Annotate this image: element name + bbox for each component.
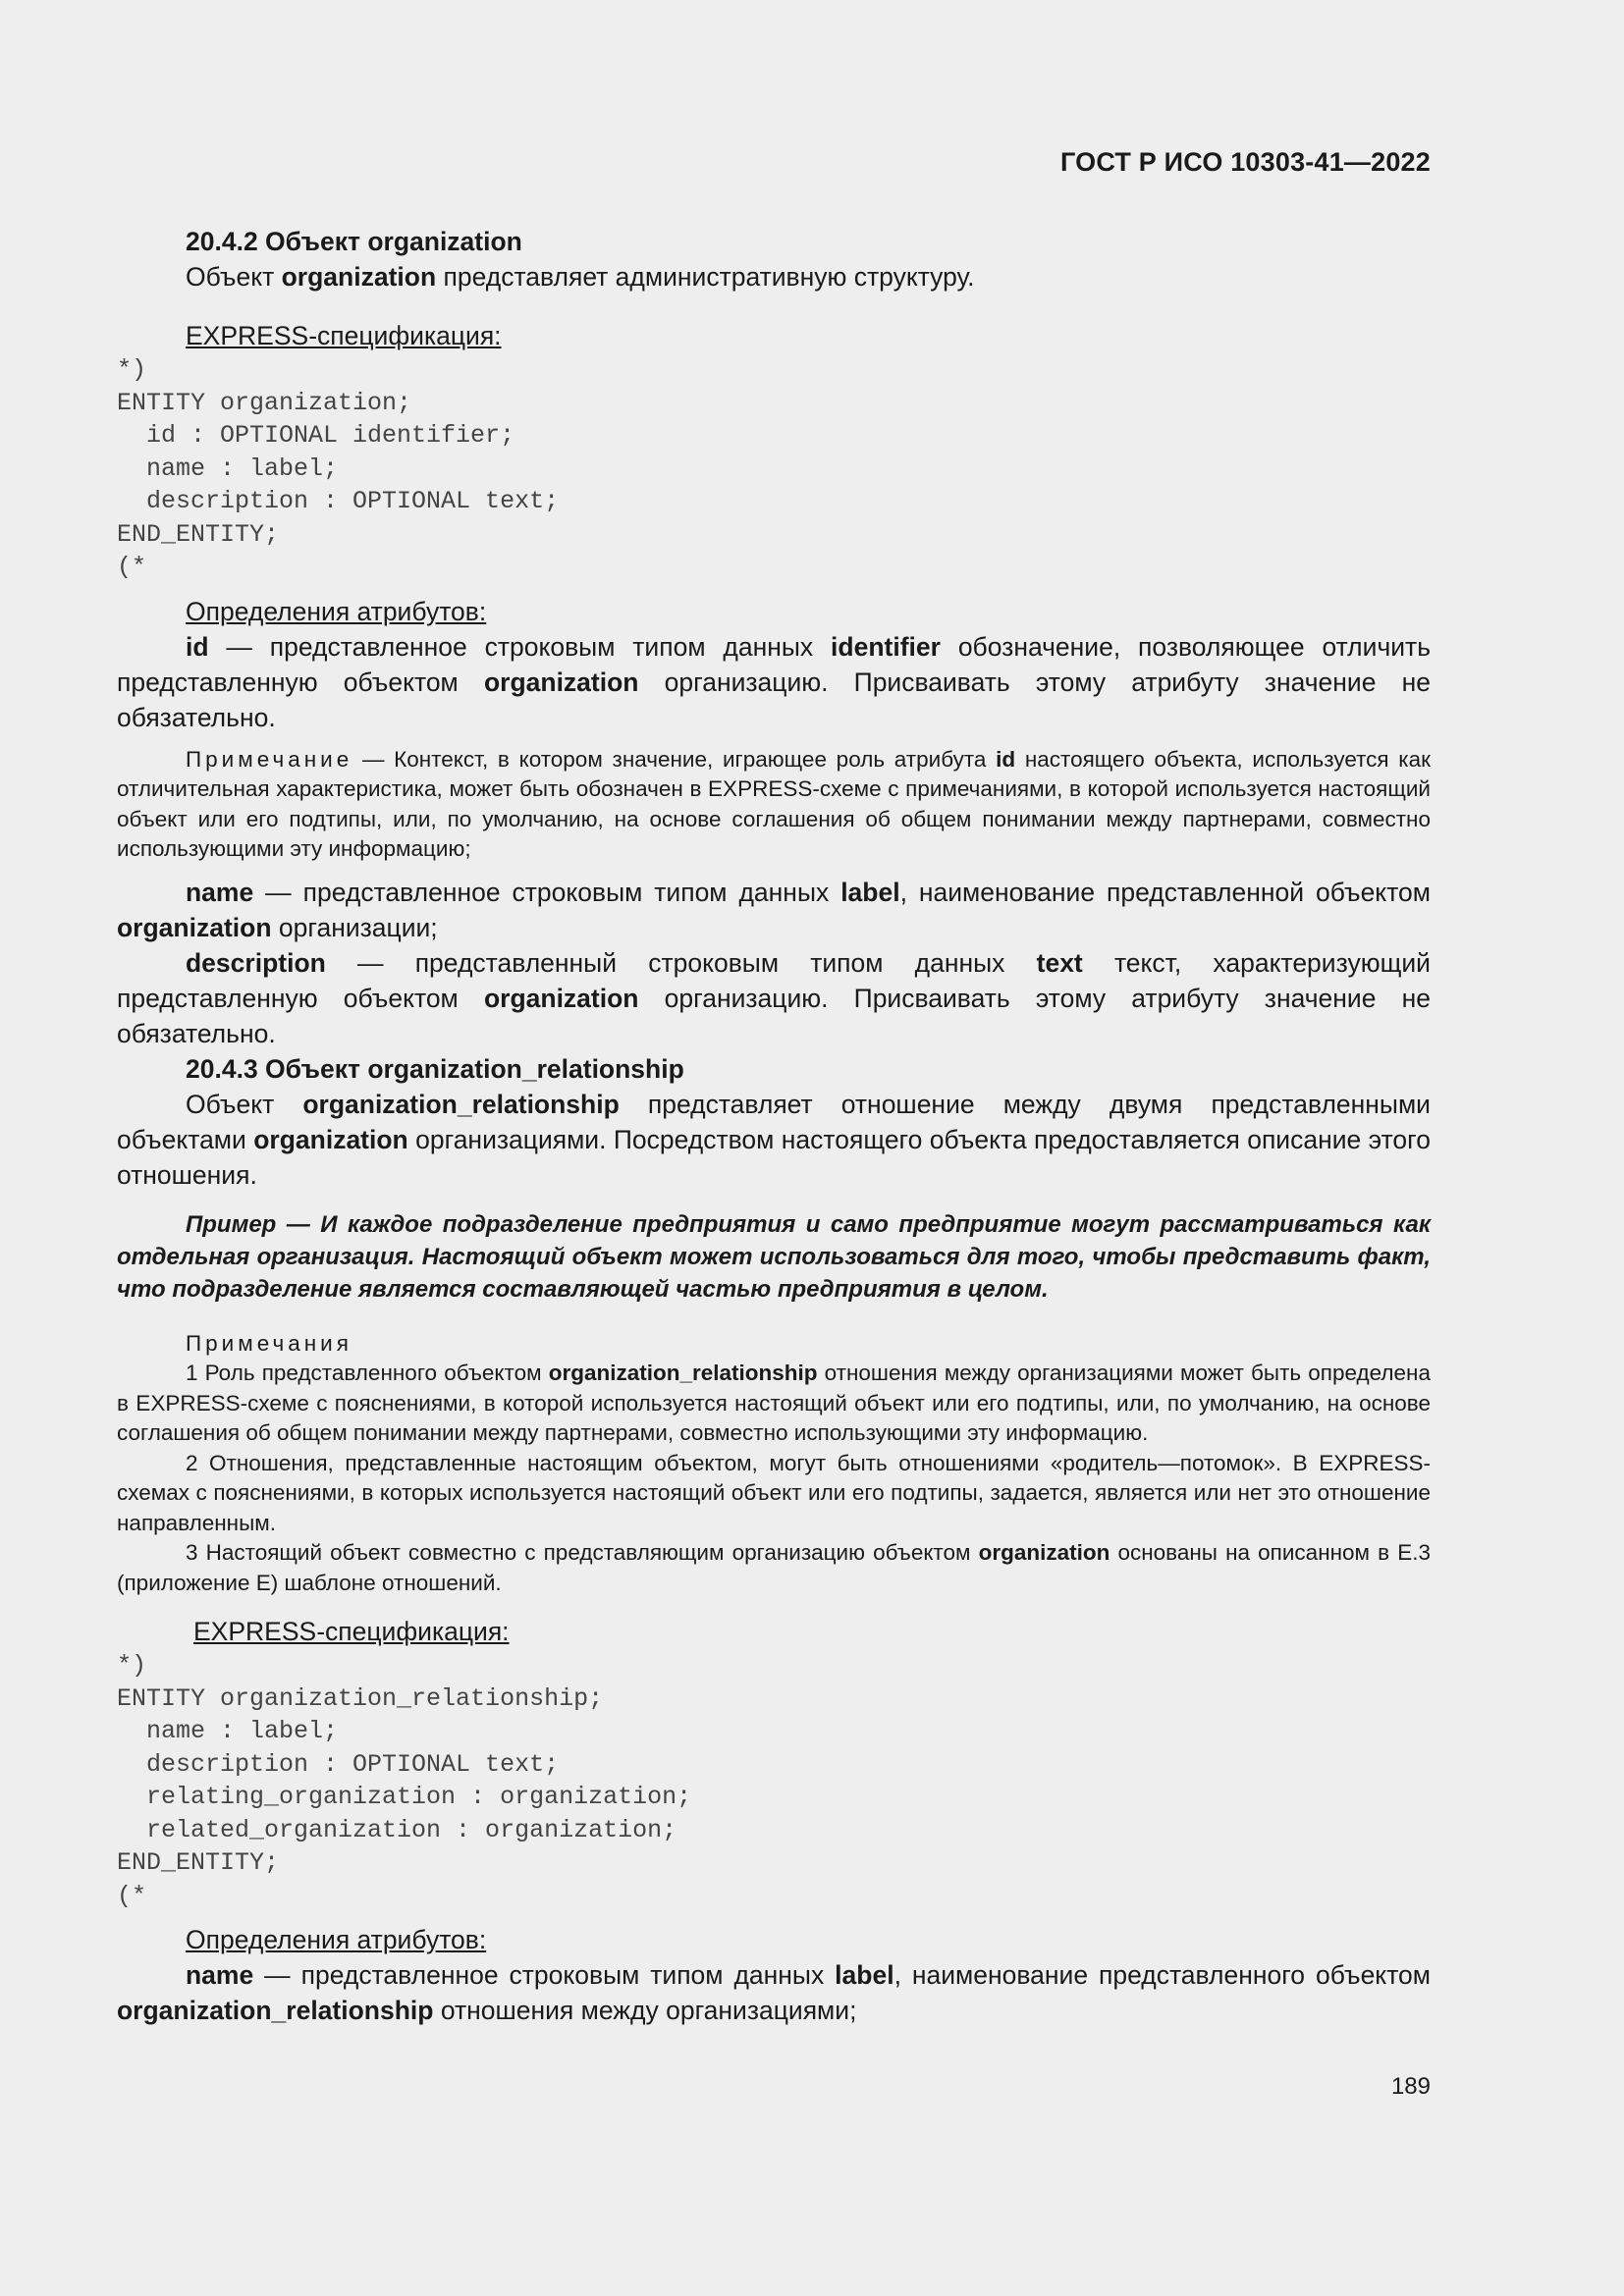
organization-intro: Объект organization представляет административную структуру. [186, 262, 975, 292]
express-code-organization: *) ENTITY organization; id : OPTIONAL identifier; name : label; description : OPTIONAL text; END_ENTITY; (* [117, 355, 560, 581]
attr-description-definition: description — представленный строковым типом данных text текст, характеризующий представленную объектом organization организацию. Присваивать этому атрибуту значение не обязательно. [117, 947, 1431, 1048]
express-code-organization-relationship: *) ENTITY organization_relationship; name : label; description : OPTIONAL text; relating_organization : organization; related_organization : organization; END_ENTITY; (* [117, 1651, 692, 1910]
express-spec-label-2: EXPRESS-спецификация: [193, 1617, 510, 1646]
note-id: Примечание — Контекст, в котором значение, играющее роль атрибута id настоящего объекта, используется как отличительная характеристика, может быть обозначен в EXPRESS-схеме с примечаниями, в которой используется настоящий объект или его подтипы, или, по умолчанию, на основе соглашения об общем понимании между партнерами, совместно использующими эту информацию; [117, 746, 1431, 861]
example-paragraph: Пример — И каждое подразделение предприятия и само предприятие могут рассматриваться как отдельная организация. Настоящий объект может использоваться для того, чтобы представить факт, что подразделение является составляющей частью предприятия в целом. [117, 1210, 1431, 1303]
attr-name-definition-2: name — представленное строковым типом данных label, наименование представленного объектом organization_relationship отношения между организациями; [117, 1960, 1431, 2025]
page-content [117, 224, 1431, 2028]
document-header: ГОСТ Р ИСО 10303-41—2022 [1060, 147, 1431, 177]
express-spec-label: EXPRESS-спецификация: [186, 321, 502, 350]
note-1: 1 Роль представленного объектом organization_relationship отношения между организациями может быть определена в EXPRESS-схеме с пояснениями, в которой используется настоящий объект или его подтипы, или, по умолчанию, на основе соглашения об общем понимании между партнерами, совместно использующими эту информацию. [117, 1361, 1431, 1445]
section-heading-20-4-2: 20.4.2 Объект organization [186, 227, 522, 256]
note-3: 3 Настоящий объект совместно с представляющим организацию объектом organization основаны на описанном в Е.3 (приложение Е) шаблоне отношений. [117, 1540, 1432, 1595]
notes-label: Примечания [186, 1330, 352, 1356]
page-number: 189 [1390, 2073, 1431, 2100]
note-2: 2 Отношения, представленные настоящим объектом, могут быть отношениями «родитель—потомок». В EXPRESS-схемах с пояснениями, в которых используется настоящий объект или его подтипы, задается, является или нет это отношение направленным. [117, 1450, 1431, 1535]
attr-name-definition: name — представленное строковым типом данных label, наименование представленной объектом organization организации; [117, 877, 1431, 942]
organization-relationship-intro: Объект organization_relationship представляет отношение между двумя представленными объектами organization организациями. Посредством настоящего объекта предоставляется описание этого отношения. [117, 1089, 1431, 1190]
section-heading-20-4-3: 20.4.3 Объект organization_relationship [186, 1053, 684, 1084]
attribute-definitions-label: Определения атрибутов: [186, 596, 487, 626]
attr-id-definition: id — представленное строковым типом данных identifier обозначение, позволяющее отличить представленную объектом organization организацию. Присваивать этому атрибуту значение не обязательно. [117, 631, 1431, 732]
attribute-definitions-label-2: Определения атрибутов: [186, 1925, 487, 1954]
